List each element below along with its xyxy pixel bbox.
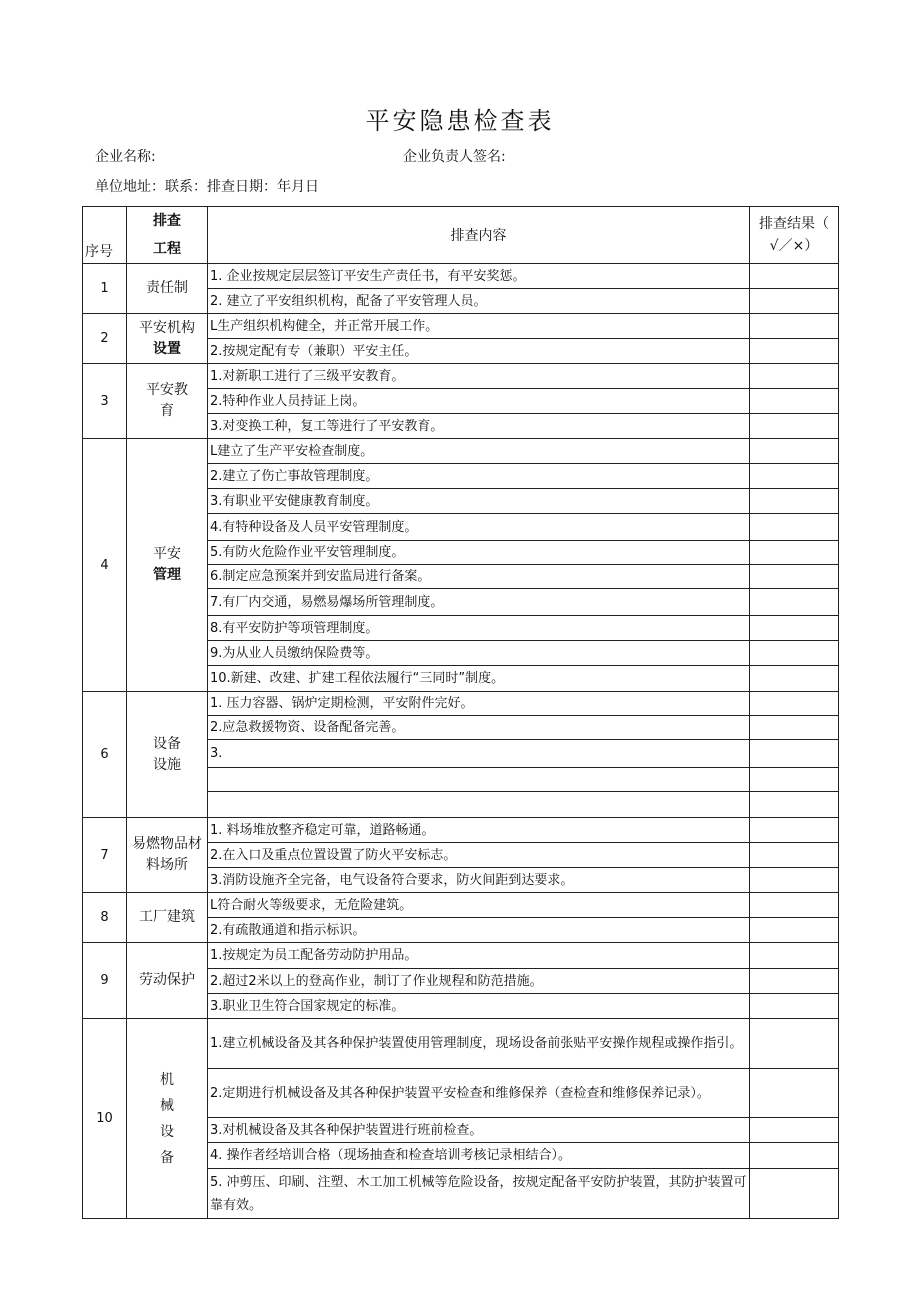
- result-cell[interactable]: [750, 314, 839, 339]
- result-cell[interactable]: [750, 666, 839, 692]
- result-cell[interactable]: [750, 264, 839, 289]
- check-item: 2.定期进行机械设备及其各种保护装置平安检查和维修保养（查检查和维修保养记录）。: [208, 1069, 750, 1118]
- header-project-line1: 排查: [153, 213, 181, 229]
- check-item: 7.有厂内交通，易燃易爆场所管理制度。: [208, 589, 750, 616]
- section-no: 6: [83, 692, 127, 818]
- section-project-line1: 平安机构: [139, 319, 195, 336]
- check-item: 2.建立了伤亡事故管理制度。: [208, 464, 750, 489]
- section-project: 劳动保护: [127, 943, 208, 1019]
- section-no: 1: [83, 264, 127, 314]
- check-item: 9.为从业人员缴纳保险费等。: [208, 641, 750, 666]
- section-project: [127, 1019, 208, 1219]
- check-item: 3.: [208, 740, 750, 768]
- result-cell[interactable]: [750, 1069, 839, 1118]
- section-project-line2: 设施: [153, 756, 181, 773]
- table-row: [83, 692, 839, 716]
- check-item: 2.应急救援物资、设备配备完善。: [208, 716, 750, 740]
- check-item: L建立了生产平安检查制度。: [208, 439, 750, 464]
- result-cell[interactable]: [750, 843, 839, 868]
- check-item: 1. 压力容器、锅炉定期检测，平安附件完好。: [208, 692, 750, 716]
- check-item: 1.对新职工进行了三级平安教育。: [208, 364, 750, 389]
- check-item: [208, 768, 750, 792]
- section-no: 2: [83, 314, 127, 364]
- section-project: [127, 818, 208, 893]
- address-line: 单位地址：联系：排查日期：年月日: [95, 179, 319, 195]
- check-item: 3.职业卫生符合国家规定的标准。: [208, 994, 750, 1019]
- result-cell[interactable]: [750, 943, 839, 969]
- section-project-line2: 设置: [153, 340, 181, 357]
- table-row: [83, 893, 839, 918]
- section-project: [127, 439, 208, 692]
- check-item: 5.有防火危险作业平安管理制度。: [208, 541, 750, 565]
- table-row: [83, 943, 839, 969]
- table-row: [83, 818, 839, 843]
- section-no: 10: [83, 1019, 127, 1219]
- section-no: 7: [83, 818, 127, 893]
- check-item: 2. 建立了平安组织机构，配备了平安管理人员。: [208, 289, 750, 314]
- result-cell[interactable]: [750, 1169, 839, 1219]
- section-no: 3: [83, 364, 127, 439]
- check-item: 2.有疏散通道和指示标识。: [208, 918, 750, 943]
- header-result: [750, 207, 839, 264]
- result-cell[interactable]: [750, 616, 839, 641]
- result-cell[interactable]: [750, 716, 839, 740]
- section-project: [127, 364, 208, 439]
- section-project: 责任制: [127, 264, 208, 314]
- check-item: 1. 企业按规定层层签订平安生产责任书，有平安奖惩。: [208, 264, 750, 289]
- company-name-label: 企业名称:: [95, 149, 156, 165]
- header-content: 排查内容: [208, 207, 750, 264]
- section-project-char: 机: [160, 1071, 174, 1088]
- check-item: 3.对机械设备及其各种保护装置进行班前检查。: [208, 1118, 750, 1143]
- result-cell[interactable]: [750, 818, 839, 843]
- person-sign-label: 企业负责人签名:: [403, 149, 506, 165]
- result-cell[interactable]: [750, 994, 839, 1019]
- section-no: 9: [83, 943, 127, 1019]
- section-project-line2: 育: [160, 403, 174, 419]
- result-cell[interactable]: [750, 364, 839, 389]
- result-cell[interactable]: [750, 969, 839, 994]
- table-header: [83, 207, 839, 264]
- result-cell[interactable]: [750, 565, 839, 589]
- section-project: [127, 314, 208, 364]
- section-project-line1: 易燃物品材: [132, 836, 202, 852]
- table-row: [83, 264, 839, 289]
- result-cell[interactable]: [750, 414, 839, 439]
- check-item: 6.制定应急预案并到安监局进行备案。: [208, 565, 750, 589]
- check-item: 8.有平安防护等项管理制度。: [208, 616, 750, 641]
- result-cell[interactable]: [750, 1118, 839, 1143]
- result-cell[interactable]: [750, 692, 839, 716]
- check-item: 2.特种作业人员持证上岗。: [208, 389, 750, 414]
- result-cell[interactable]: [750, 489, 839, 514]
- check-item: 3.对变换工种，复工等进行了平安教育。: [208, 414, 750, 439]
- header-project: [127, 207, 208, 264]
- section-project-char: 备: [160, 1149, 174, 1166]
- check-item: 2.在入口及重点位置设置了防火平安标志。: [208, 843, 750, 868]
- check-item: 4.有特种设备及人员平安管理制度。: [208, 514, 750, 541]
- check-item: 10.新建、改建、扩建工程依法履行“三同时”制度。: [208, 666, 750, 692]
- result-cell[interactable]: [750, 464, 839, 489]
- table-row: [83, 364, 839, 389]
- section-no: 8: [83, 893, 127, 943]
- check-item: 4. 操作者经培训合格（现场抽查和检查培训考核记录相结合）。: [208, 1143, 750, 1169]
- check-item: 1.建立机械设备及其各种保护装置使用管理制度，现场设备前张贴平安操作规程或操作指引。: [208, 1019, 750, 1069]
- result-cell[interactable]: [750, 893, 839, 918]
- check-item: L生产组织机构健全，并正常开展工作。: [208, 314, 750, 339]
- result-cell[interactable]: [750, 589, 839, 616]
- result-cell[interactable]: [750, 792, 839, 818]
- result-cell[interactable]: [750, 541, 839, 565]
- result-cell[interactable]: [750, 1143, 839, 1169]
- result-cell[interactable]: [750, 641, 839, 666]
- table-row: [83, 439, 839, 464]
- section-project: 工厂建筑: [127, 893, 208, 943]
- section-project-char: 械: [160, 1097, 174, 1114]
- header-no: 序号: [83, 207, 127, 264]
- check-item: 3.有职业平安健康教育制度。: [208, 489, 750, 514]
- header-result-line2: √／×）: [769, 238, 819, 254]
- page-title: 平安隐患检查表: [365, 107, 555, 135]
- check-item: 1.按规定为员工配备劳动防护用品。: [208, 943, 750, 969]
- result-cell[interactable]: [750, 740, 839, 768]
- check-item: 5. 冲剪压、印刷、注塑、木工加工机械等危险设备，按规定配备平安防护装置，其防护装置可靠有效。: [208, 1169, 750, 1219]
- result-cell[interactable]: [750, 514, 839, 541]
- section-project-line1: 设备: [153, 735, 181, 752]
- inspection-table: [82, 206, 839, 1219]
- result-cell[interactable]: [750, 389, 839, 414]
- header-result-line1: 排查结果（: [759, 216, 829, 232]
- result-cell[interactable]: [750, 339, 839, 364]
- check-item: 3.消防设施齐全完备，电气设备符合要求，防火间距到达要求。: [208, 868, 750, 893]
- section-project-line2: 管理: [153, 567, 181, 583]
- check-item: [208, 792, 750, 818]
- header-project-line2: 工程: [153, 241, 181, 257]
- section-project-line1: 平安: [153, 546, 181, 562]
- result-cell[interactable]: [750, 1019, 839, 1069]
- section-project-char: 设: [160, 1123, 174, 1140]
- section-project-line1: 平安教: [146, 382, 188, 398]
- section-project: [127, 692, 208, 818]
- result-cell[interactable]: [750, 768, 839, 792]
- check-item: L符合耐火等级要求，无危险建筑。: [208, 893, 750, 918]
- result-cell[interactable]: [750, 439, 839, 464]
- table-row: [83, 1019, 839, 1069]
- check-item: 2.超过2米以上的登高作业，制订了作业规程和防范措施。: [208, 969, 750, 994]
- result-cell[interactable]: [750, 289, 839, 314]
- result-cell[interactable]: [750, 918, 839, 943]
- check-item: 2.按规定配有专（兼职）平安主任。: [208, 339, 750, 364]
- check-item: 1. 料场堆放整齐稳定可靠，道路畅通。: [208, 818, 750, 843]
- result-cell[interactable]: [750, 868, 839, 893]
- section-no: 4: [83, 439, 127, 692]
- section-project-line2: 料场所: [146, 857, 188, 873]
- table-row: [83, 314, 839, 339]
